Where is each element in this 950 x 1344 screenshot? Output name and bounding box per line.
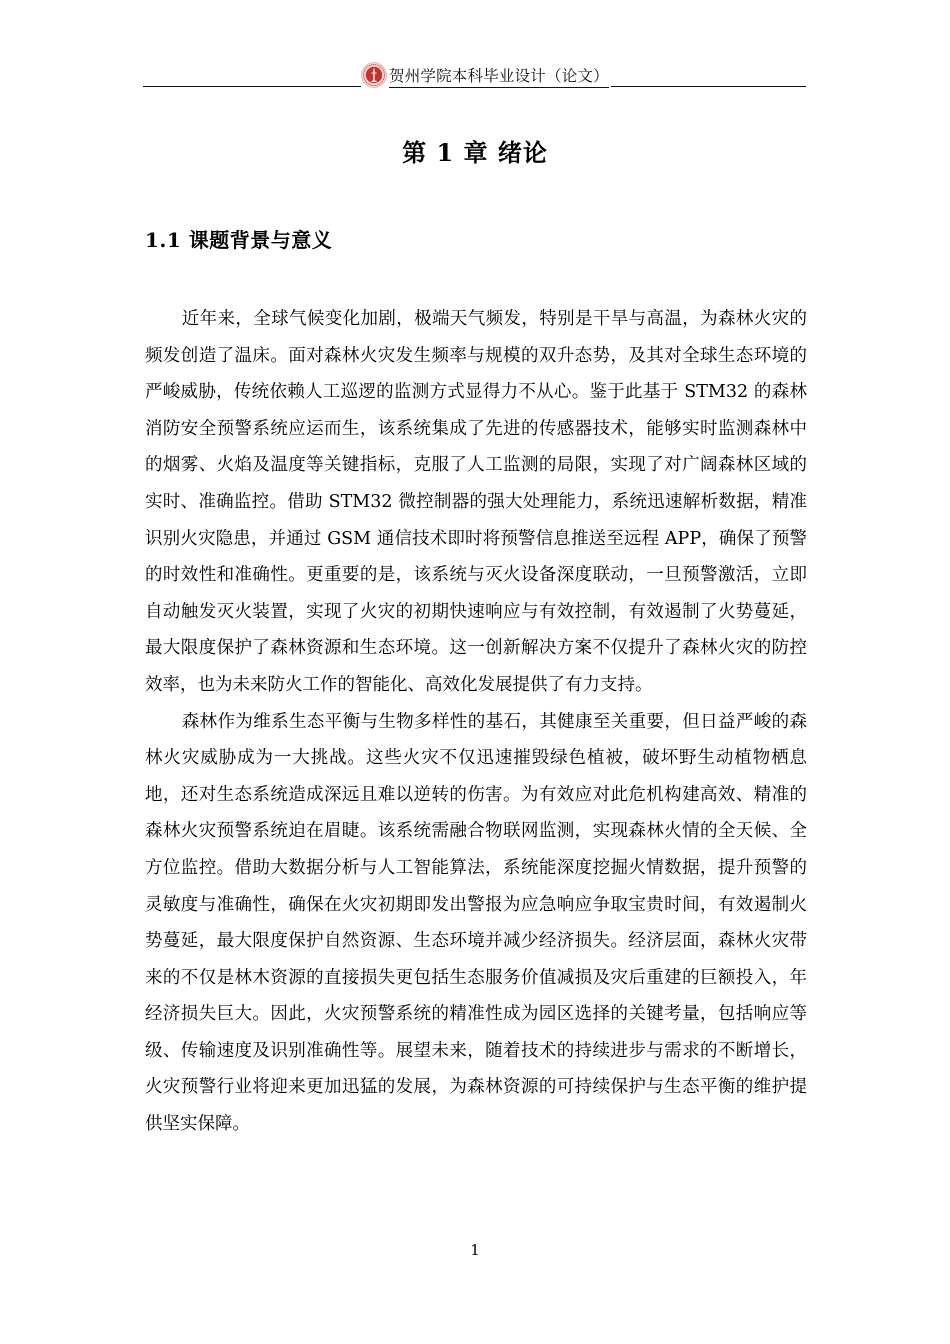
- paragraph: 近年来，全球气候变化加剧，极端天气频发，特别是干旱与高温，为森林火灾的频发创造了温床。面对森林火灾发生频率与规模的双升态势，及其对全球生态环境的严峻威胁，传统依赖人工巡逻的监测方式显得力不从心。鉴于此基于 STM32 的森林消防安全预警系统应运而生，该系统集成了先进的传感器技术，能够实时监测森林中的烟雾、火焰及温度等关键指标，克服了人工监测的局限，实现了对广阔森林区域的实时、准确监控。借助 STM32 微控制器的强大处理能力，系统迅速解析数据，精准识别火灾隐患，并通过 GSM 通信技术即时将预警信息推送至远程 APP，确保了预警的时效性和准确性。更重要的是，该系统与灭火设备深度联动，一旦预警激活，立即自动触发灭火装置，实现了火灾的初期快速响应与有效控制，有效遏制了火势蔓延，最大限度保护了森林资源和生态环境。这一创新解决方案不仅提升了森林火灾的防控效率，也为未来防火工作的智能化、高效化发展提供了有力支持。: [145, 309, 807, 695]
- thesis-header-title: 贺州学院本科毕业设计（论文）: [389, 66, 609, 88]
- paragraph: 森林作为维系生态平衡与生物多样性的基石，其健康至关重要，但日益严峻的森林火灾威胁成为一大挑战。这些火灾不仅迅速摧毁绿色植被，破坏野生动植物栖息地，还对生态系统造成深远且难以逆转的伤害。为有效应对此危机构建高效、精准的森林火灾预警系统迫在眉睫。该系统需融合物联网监测，实现森林火情的全天候、全方位监控。借助大数据分析与人工智能算法，系统能深度挖掘火情数据，提升预警的灵敏度与准确性，确保在火灾初期即发出警报为应急响应争取宝贵时间，有效遏制火势蔓延，最大限度保护自然资源、生态环境并减少经济损失。经济层面，森林火灾带来的不仅是林木资源的直接损失更包括生态服务价值减损及灾后重建的巨额投入，年经济损失巨大。因此，火灾预警系统的精准性成为园区选择的关键考量，包括响应等级、传输速度及识别准确性等。展望未来，随着技术的持续进步与需求的不断增长，火灾预警行业将迎来更加迅猛的发展，为森林资源的可持续保护与生态平衡的维护提供坚实保障。: [145, 711, 807, 1135]
- header-center: [361, 60, 611, 88]
- page-header: [143, 60, 806, 88]
- section-title: 1.1 课题背景与意义: [145, 228, 333, 252]
- university-seal-icon: [361, 62, 387, 88]
- chapter-title: 第 1 章 绪论: [402, 138, 548, 167]
- page-number: 1: [470, 1241, 480, 1259]
- body-text: [145, 301, 807, 1143]
